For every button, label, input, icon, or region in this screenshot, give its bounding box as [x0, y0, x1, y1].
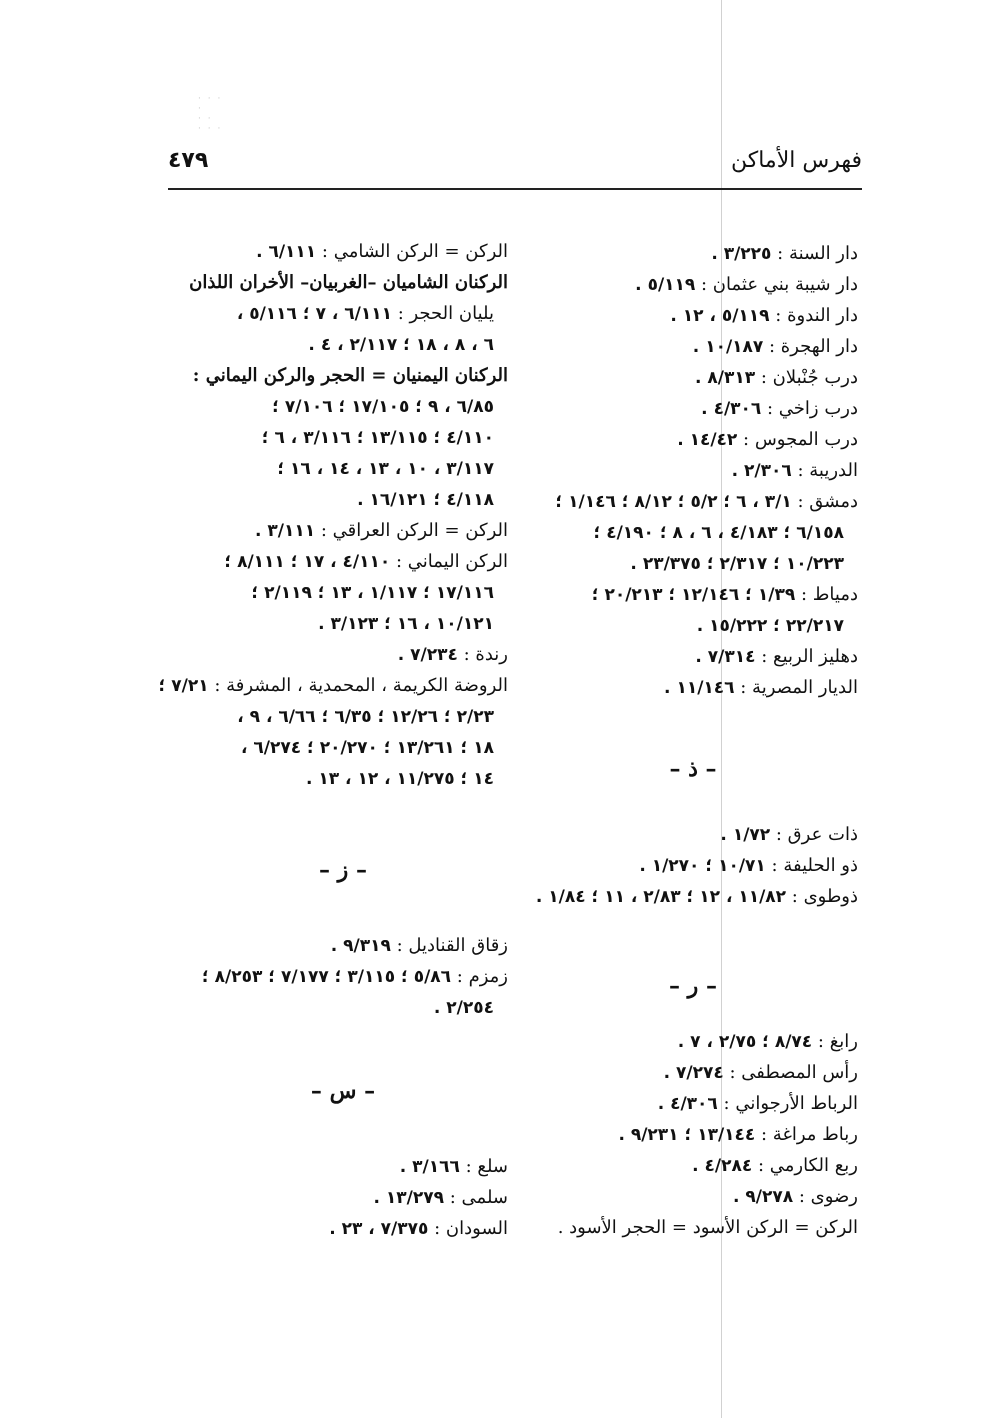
- entry-references: ١٠/١٢١ ، ١٦ ؛ ٣/١٢٣ .: [318, 614, 494, 634]
- entry-references: ١٠/٧١ ؛ ١/٢٧٠ .: [639, 856, 766, 876]
- entry-references: ١١/٨٢ ، ١٢ ؛ ٢/٨٣ ، ١١ ؛ ١/٨٤ .: [535, 887, 787, 907]
- entry-term: الركن = الركن الأسود = الحجر الأسود .: [557, 1217, 858, 1238]
- index-entry: [528, 579, 858, 610]
- header-rule: [168, 188, 862, 190]
- section-heading-dhal: – ذ –: [669, 756, 717, 782]
- entry-term: الركنان اليمنيان = الحجر والركن اليماني :: [192, 365, 508, 386]
- entry-term: درب جُنْبلان :: [760, 367, 858, 388]
- index-entry: [178, 1151, 508, 1182]
- index-entry: [178, 639, 508, 670]
- spacer: [178, 1113, 508, 1151]
- entry-term: دار الهجرة :: [769, 336, 858, 357]
- index-entry: [528, 393, 858, 424]
- entry-term: ذات عرق :: [775, 824, 858, 845]
- index-entry: [178, 930, 508, 961]
- right-column: [528, 238, 858, 1243]
- entry-references: ٢/٢٣ ؛ ١٢/٢٦ ؛ ٦/٣٥ ؛ ٦/٦٦ ، ٩ ،: [237, 707, 494, 727]
- entry-term: درب المجوس :: [743, 429, 858, 450]
- index-entry: [178, 577, 508, 608]
- index-entry: [178, 360, 508, 391]
- spacer: [528, 1008, 858, 1026]
- index-entry: [528, 1119, 858, 1150]
- entry-references: ٧/٣٧٥ ، ٢٣ .: [329, 1219, 429, 1239]
- index-entry: [528, 1212, 858, 1243]
- entry-term: الدريبة :: [797, 460, 858, 481]
- index-entry: [178, 236, 508, 267]
- entry-references: ٩/٢٧٨ .: [733, 1187, 794, 1207]
- scan-speck: · · · · · · · · ·: [198, 94, 223, 134]
- entry-term: رندة :: [463, 644, 508, 665]
- entry-term: زمزم :: [456, 966, 508, 987]
- index-entry: [178, 608, 508, 639]
- entry-term: يليان الحجر :: [397, 303, 494, 324]
- index-entry: [178, 329, 508, 360]
- entry-references: ١٠/٢٢٣ ؛ ٢/٣١٧ ؛ ٢٣/٣٧٥ .: [630, 554, 844, 574]
- entry-term: دمشق :: [797, 491, 858, 512]
- index-entry: [178, 1213, 508, 1244]
- entry-references: ٣/١ ، ٦ ؛ ٥/٢ ؛ ٨/١٢ ؛ ١/١٤٦ ؛: [555, 492, 792, 512]
- entry-references: ٨/٧٤ ؛ ٢/٧٥ ، ٧ .: [677, 1032, 813, 1052]
- entries-zay: [178, 930, 508, 1023]
- entry-term: سلمى :: [449, 1187, 508, 1208]
- entries-ra: [528, 1026, 858, 1243]
- entries-sin: [178, 1151, 508, 1244]
- entry-references: ٤/٢٨٤ .: [692, 1156, 753, 1176]
- index-entry: [178, 422, 508, 453]
- index-entry: [528, 1088, 858, 1119]
- entry-term: الركن اليماني :: [395, 551, 508, 572]
- entry-term: الرباط الأرجواني :: [723, 1093, 858, 1114]
- entry-references: ١٧/١١٦ ؛ ١/١١٧ ، ١٣ ؛ ٢/١١٩ ؛: [251, 583, 494, 603]
- entry-term: الروضة الكريمة ، المحمدية ، المشرفة :: [214, 675, 508, 696]
- entry-references: ٦ ، ٨ ، ١٨ ؛ ٢/١١٧ ، ٤ .: [308, 335, 494, 355]
- index-entry: [528, 548, 858, 579]
- entry-term: الركن = الركن العراقي :: [320, 520, 508, 541]
- section-heading-zay: – ز –: [319, 857, 367, 883]
- index-entry: [528, 610, 858, 641]
- index-entry: [158, 670, 508, 701]
- entry-references: ٩/٣١٩ .: [330, 936, 391, 956]
- entry-references: ١٣/١٤٤ ؛ ٩/٢٣١ .: [618, 1125, 756, 1145]
- index-entry: [528, 269, 858, 300]
- entry-references: ٢٢/٢١٧ ؛ ١٥/٢٢٢ .: [696, 616, 844, 636]
- index-entry: [178, 763, 508, 794]
- index-entry: [528, 1150, 858, 1181]
- index-entry: [528, 486, 858, 517]
- index-entry: [528, 819, 858, 850]
- spacer: [178, 1023, 508, 1069]
- entry-term: ذوطوى :: [791, 886, 858, 907]
- index-entry: [528, 641, 858, 672]
- entry-references: ١/٧٢ .: [720, 825, 771, 845]
- entry-references: ٨/٣١٣ .: [695, 368, 756, 388]
- index-entry: [178, 515, 508, 546]
- entry-references: ١/٣٩ ؛ ١٢/١٤٦ ؛ ٢٠/٢١٣ ؛: [591, 585, 796, 605]
- spacer: [178, 794, 508, 848]
- entry-term: دهليز الربيع :: [761, 646, 858, 667]
- entry-references: ٢/٣٠٦ .: [731, 461, 792, 481]
- index-entry: [528, 300, 858, 331]
- entry-references: ١٤/٤٢ .: [677, 430, 738, 450]
- entry-references: ٥/١١٩ .: [635, 275, 696, 295]
- entry-term: زقاق القناديل :: [396, 935, 508, 956]
- spacer: [528, 912, 858, 964]
- index-entry: [178, 298, 508, 329]
- entry-term: رباط مراغة :: [761, 1124, 858, 1145]
- entry-references: ٣/١٦٦ .: [399, 1157, 460, 1177]
- index-entry: [178, 961, 508, 992]
- page-header: [168, 140, 862, 188]
- entry-references: ٦/١١١ ، ٧ ؛ ٥/١١٦ ،: [236, 304, 392, 324]
- entry-term: رابغ :: [817, 1031, 858, 1052]
- entry-references: ١١/١٤٦ .: [664, 678, 735, 698]
- entry-term: دمياط :: [800, 584, 858, 605]
- index-entry: [528, 881, 858, 912]
- entry-references: ٥/٨٦ ؛ ٣/١١٥ ؛ ٧/١٧٧ ؛ ٨/٢٥٣ ؛: [201, 967, 452, 987]
- entry-references: ٤/١١٨ ؛ ١٦/١٢١ .: [357, 490, 494, 510]
- entry-term: رضوى :: [798, 1186, 858, 1207]
- spacer: [528, 703, 858, 747]
- entries-dal: [528, 238, 858, 703]
- entry-term: دار شيبة بني عثمان :: [701, 274, 858, 295]
- entry-term: دار الندوة :: [775, 305, 858, 326]
- entry-term: الركنان الشاميان –الغربيان– الأخران اللذان: [189, 272, 508, 293]
- index-entry: [528, 1057, 858, 1088]
- index-entry: [178, 391, 508, 422]
- entry-references: ٧/٣١٤ .: [695, 647, 756, 667]
- entry-references: ٦/١٥٨ ؛ ٤/١٨٣ ، ٦ ، ٨ ؛ ٤/١٩٠ ؛: [593, 523, 844, 543]
- entry-term: دار السنة :: [777, 243, 858, 264]
- index-entry: [528, 1181, 858, 1212]
- entry-references: ٤/١١٠ ، ١٧ ؛ ٨/١١١ ؛: [224, 552, 391, 572]
- entry-references: ٢/٢٥٤ .: [433, 998, 494, 1018]
- index-entry: [178, 992, 508, 1023]
- index-entry: [178, 453, 508, 484]
- entry-references: ٤/١١٠ ؛ ١٣/١١٥ ؛ ٣/١١٦ ، ٦ ؛: [261, 428, 494, 448]
- entry-term: ربع الكارمي :: [757, 1155, 858, 1176]
- entry-term: سلع :: [465, 1156, 508, 1177]
- index-entry: [528, 424, 858, 455]
- entry-references: ١٤ ؛ ١١/٢٧٥ ، ١٢ ، ١٣ .: [305, 769, 494, 789]
- index-entry: [528, 331, 858, 362]
- entry-references: ٣/١١١ .: [255, 521, 316, 541]
- index-entry: [528, 517, 858, 548]
- page-title: فهرس الأماكن: [730, 148, 862, 173]
- entry-references: ٣/٢٢٥ .: [711, 244, 772, 264]
- index-entry: [528, 455, 858, 486]
- entries-ra-cont: [158, 236, 508, 794]
- section-heading-sin: – س –: [310, 1078, 376, 1104]
- entry-term: درب زاخي :: [767, 398, 858, 419]
- entry-term: ذو الحليفة :: [771, 855, 858, 876]
- entry-references: ٧/٢٧٤ .: [663, 1063, 724, 1083]
- entry-references: ١٣/٢٧٩ .: [373, 1188, 445, 1208]
- entry-references: ١٠/١٨٧ .: [692, 337, 764, 357]
- index-entry: [528, 238, 858, 269]
- index-entry: [528, 1026, 858, 1057]
- spacer: [178, 892, 508, 930]
- entry-references: ٣/١١٧ ، ١٠ ، ١٣ ، ١٤ ، ١٦ ؛: [277, 459, 494, 479]
- index-entry: [178, 267, 508, 298]
- index-entry: [528, 850, 858, 881]
- index-entry: [178, 484, 508, 515]
- entry-references: ٦/١١١ .: [256, 242, 317, 262]
- index-entry: [178, 701, 508, 732]
- index-entry: [528, 362, 858, 393]
- left-column: [158, 236, 508, 1244]
- entry-term: الركن = الركن الشامي :: [321, 241, 508, 262]
- index-entry: [178, 1182, 508, 1213]
- entry-term: الديار المصرية :: [740, 677, 858, 698]
- section-heading-ra: – ر –: [669, 973, 717, 999]
- entry-references: ٤/٣٠٦ .: [657, 1094, 718, 1114]
- entry-references: ٧/٢١ ؛: [158, 676, 209, 696]
- entry-references: ٥/١١٩ ، ١٢ .: [670, 306, 770, 326]
- index-entry: [528, 672, 858, 703]
- entry-term: رأس المصطفى :: [729, 1062, 858, 1083]
- index-entry: [178, 546, 508, 577]
- index-entry: [178, 732, 508, 763]
- entry-references: ٤/٣٠٦ .: [701, 399, 762, 419]
- entry-references: ٧/٢٣٤ .: [397, 645, 458, 665]
- spacer: [528, 791, 858, 819]
- page-number: ٤٧٩: [168, 148, 209, 173]
- entry-references: ١٨ ؛ ١٣/٢٦١ ؛ ٢٠/٢٧٠ ؛ ٦/٢٧٤ ،: [241, 738, 494, 758]
- entries-dhal: [528, 819, 858, 912]
- entry-references: ٦/٨٥ ، ٩ ؛ ١٧/١٠٥ ؛ ٧/١٠٦ ؛: [272, 397, 494, 417]
- entry-term: السودان :: [434, 1218, 508, 1239]
